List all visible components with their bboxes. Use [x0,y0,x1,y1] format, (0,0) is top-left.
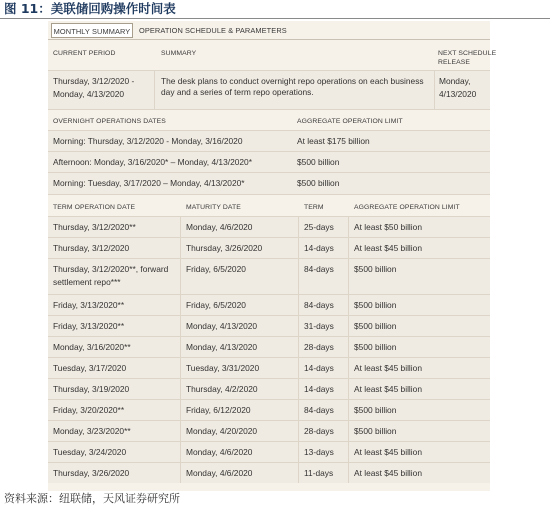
divider [348,238,349,258]
divider [298,400,299,420]
term-limit: $500 billion [354,342,397,352]
term-operation-date: Thursday, 3/12/2020 [53,243,130,253]
term-limit: $500 billion [354,321,397,331]
header-overnight-dates: OVERNIGHT OPERATIONS DATES [53,118,166,125]
term-row [48,294,490,315]
term-operation-date: Tuesday, 3/24/2020 [53,447,127,457]
term-limit: At least $45 billion [354,384,422,394]
term-limit: $500 billion [354,426,397,436]
header-term: TERM [304,204,324,211]
divider [180,316,181,336]
header-next-release-2: RELEASE [438,59,471,66]
divider [180,400,181,420]
term-row [48,357,490,378]
divider [298,217,299,237]
divider [298,379,299,399]
divider [348,421,349,441]
term-operation-date: Monday, 3/23/2020** [53,426,131,436]
term-row [48,216,490,237]
term-length: 84-days [304,300,334,310]
term-operation-date: Tuesday, 3/17/2020 [53,363,127,373]
divider [180,463,181,483]
divider [180,421,181,441]
term-length: 14-days [304,363,334,373]
divider [180,337,181,357]
header-next-release-1: NEXT SCHEDULE [438,50,497,57]
maturity-date: Friday, 6/5/2020 [186,300,246,310]
divider [348,259,349,294]
source-note: 资料来源：纽联储，天风证券研究所 [4,492,180,505]
divider [298,316,299,336]
maturity-date: Monday, 4/20/2020 [186,426,258,436]
divider [348,358,349,378]
divider [154,71,155,109]
divider [298,238,299,258]
term-row [48,258,490,294]
divider [180,379,181,399]
term-limit: At least $45 billion [354,447,422,457]
overnight-row [48,130,490,151]
divider [298,337,299,357]
header-maturity-date: MATURITY DATE [186,204,241,211]
title-divider [0,18,550,19]
overnight-header-row [48,109,490,130]
maturity-date: Monday, 4/6/2020 [186,222,253,232]
maturity-date: Monday, 4/13/2020 [186,321,258,331]
figure-title: 图 11：美联储回购操作时间表 [4,1,176,16]
header-term-limit: AGGREGATE OPERATION LIMIT [354,204,460,211]
divider [348,379,349,399]
overnight-dates: Morning: Tuesday, 3/17/2020 – Monday, 4/13/2020* [53,178,245,188]
divider [348,217,349,237]
term-row [48,420,490,441]
term-length: 84-days [304,264,334,274]
next-release-date: 4/13/2020 [439,89,477,99]
divider [298,442,299,462]
term-row [48,336,490,357]
divider [180,238,181,258]
tab-operation-schedule[interactable]: OPERATION SCHEDULE & PARAMETERS [139,26,287,35]
overnight-limit: At least $175 billion [297,136,370,146]
maturity-date: Thursday, 4/2/2020 [186,384,258,394]
header-overnight-limit: AGGREGATE OPERATION LIMIT [297,118,403,125]
header-term-date: TERM OPERATION DATE [53,204,136,211]
term-operation-date: Thursday, 3/12/2020** [53,222,136,232]
term-operation-date: Thursday, 3/19/2020 [53,384,130,394]
divider [348,463,349,483]
tab-monthly-summary[interactable]: MONTHLY SUMMARY [51,23,133,38]
overnight-limit: $500 billion [297,178,340,188]
term-length: 28-days [304,342,334,352]
term-length: 14-days [304,384,334,394]
term-row [48,441,490,462]
term-operation-date: Thursday, 3/26/2020 [53,468,130,478]
divider [298,358,299,378]
divider [180,358,181,378]
maturity-date: Friday, 6/12/2020 [186,405,251,415]
term-row [48,399,490,420]
term-operation-date-note: settlement repo*** [53,277,121,287]
current-period-start: Thursday, 3/12/2020 - [53,76,135,86]
overnight-dates: Afternoon: Monday, 3/16/2020* – Monday, 4/13/2020* [53,157,252,167]
term-operation-date: Friday, 3/13/2020** [53,300,125,310]
summary-text: The desk plans to conduct overnight repo operations on each business day and a series of term repo operations. [161,76,424,97]
term-header-row [48,194,490,216]
header-current-period: CURRENT PERIOD [53,50,116,57]
term-limit: $500 billion [354,264,397,274]
term-row [48,315,490,336]
term-operation-date: Monday, 3/16/2020** [53,342,131,352]
divider [348,337,349,357]
divider [180,217,181,237]
term-length: 28-days [304,426,334,436]
divider [348,400,349,420]
term-row [48,378,490,399]
divider [298,259,299,294]
term-length: 31-days [304,321,334,331]
maturity-date: Friday, 6/5/2020 [186,264,246,274]
term-operation-date: Friday, 3/13/2020** [53,321,125,331]
term-length: 14-days [304,243,334,253]
maturity-date: Monday, 4/6/2020 [186,468,253,478]
divider [434,71,435,109]
tab-bar [48,21,490,40]
maturity-date: Tuesday, 3/31/2020 [186,363,260,373]
divider [348,295,349,315]
term-length: 84-days [304,405,334,415]
maturity-date: Thursday, 3/26/2020 [186,243,263,253]
divider [180,259,181,294]
term-limit: At least $45 billion [354,468,422,478]
term-operation-date: Friday, 3/20/2020** [53,405,125,415]
divider [298,463,299,483]
term-row [48,462,490,483]
current-period-end: Monday, 4/13/2020 [53,89,125,99]
overnight-limit: $500 billion [297,157,340,167]
maturity-date: Monday, 4/13/2020 [186,342,258,352]
overnight-row [48,151,490,172]
next-release-day: Monday, [439,76,471,86]
maturity-date: Monday, 4/6/2020 [186,447,253,457]
overnight-dates: Morning: Thursday, 3/12/2020 - Monday, 3/16/2020 [53,136,243,146]
term-limit: $500 billion [354,300,397,310]
divider [180,295,181,315]
term-row [48,237,490,258]
overnight-row [48,172,490,194]
divider [298,421,299,441]
divider [298,295,299,315]
divider [348,316,349,336]
repo-schedule-panel [48,21,497,491]
term-length: 13-days [304,447,334,457]
summary-row [48,70,490,109]
term-length: 25-days [304,222,334,232]
divider [180,442,181,462]
term-length: 11-days [304,468,334,478]
term-operation-date: Thursday, 3/12/2020**, forward [53,264,169,274]
term-limit: At least $50 billion [354,222,422,232]
header-summary: SUMMARY [161,50,197,57]
term-limit: $500 billion [354,405,397,415]
term-limit: At least $45 billion [354,243,422,253]
term-limit: At least $45 billion [354,363,422,373]
divider [348,442,349,462]
